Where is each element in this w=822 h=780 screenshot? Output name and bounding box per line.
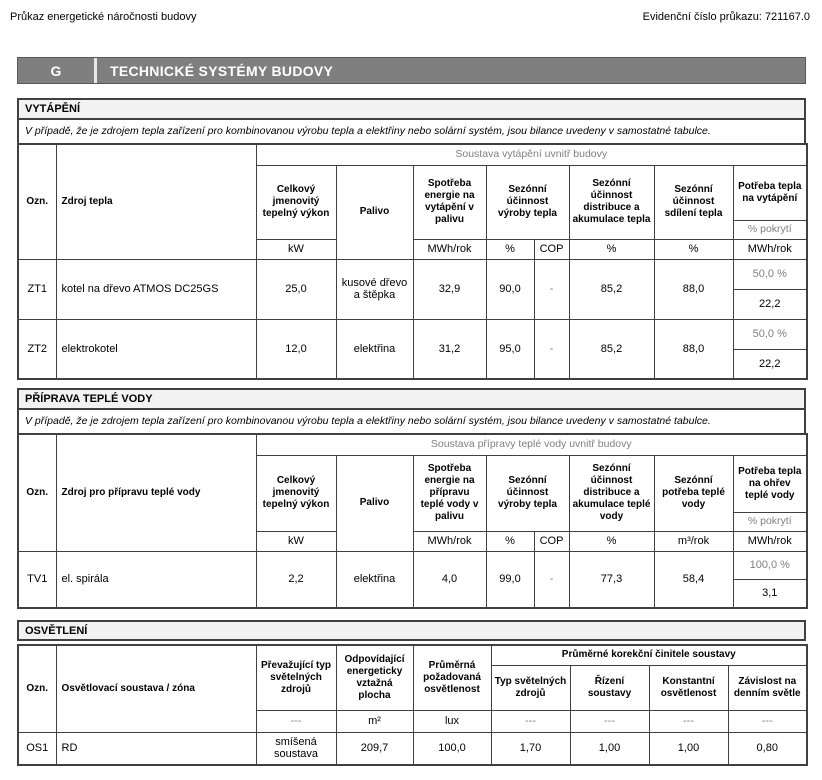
col-header-power: Celkový jmenovitý tepelný výkon bbox=[256, 455, 336, 531]
unit-f-daylight: --- bbox=[728, 710, 807, 732]
heating-section-title: VYTÁPĚNÍ bbox=[17, 98, 806, 119]
lighting-section bbox=[17, 620, 806, 766]
col-header-fuel: Palivo bbox=[336, 165, 413, 259]
col-header-eff-emission: Sezónní účinnost sdílení tepla bbox=[654, 165, 733, 239]
col-header-eff-production: Sezónní účinnost výroby tepla bbox=[486, 455, 569, 531]
cell-eff-pct: 95,0 bbox=[486, 319, 534, 379]
heating-section bbox=[17, 98, 806, 380]
col-header-fuel: Palivo bbox=[336, 455, 413, 551]
col-header-f-constant: Konstantní osvětlenost bbox=[649, 665, 728, 710]
col-header-eff-distribution: Sezónní účinnost distribuce a akumulace tepla bbox=[569, 165, 654, 239]
col-header-f-control: Řízení soustavy bbox=[570, 665, 649, 710]
unit-heat-need: MWh/rok bbox=[733, 531, 807, 551]
unit-area: m² bbox=[336, 710, 413, 732]
cell-eff-distribution: 85,2 bbox=[569, 319, 654, 379]
unit-eff-pct: % bbox=[486, 531, 534, 551]
col-header-eff-distribution: Sezónní účinnost distribuce a akumulace teplé vody bbox=[569, 455, 654, 531]
cell-eff-distribution: 77,3 bbox=[569, 551, 654, 608]
cell-f-constant: 1,00 bbox=[649, 732, 728, 765]
hot-water-section bbox=[17, 388, 806, 609]
unit-eff-emission: % bbox=[654, 239, 733, 259]
col-header-consumption: Spotřeba energie na vytápění v palivu bbox=[413, 165, 486, 239]
table-row bbox=[18, 319, 807, 349]
cell-cop: - bbox=[534, 319, 569, 379]
unit-power: kW bbox=[256, 239, 336, 259]
col-header-eff-production: Sezónní účinnost výroby tepla bbox=[486, 165, 569, 239]
cell-fuel: kusové dřevo a štěpka bbox=[336, 259, 413, 319]
cell-eff-emission: 88,0 bbox=[654, 319, 733, 379]
unit-heat-need: MWh/rok bbox=[733, 239, 807, 259]
hot-water-note: V případě, že je zdrojem tepla zařízení pro kombinovanou výrobu tepla a elektřiny nebo solární systém, jsou bilance uvedeny v samostatné tabulce. bbox=[17, 409, 806, 433]
document-title: Průkaz energetické náročnosti budovy bbox=[10, 11, 197, 23]
unit-eff-distribution: % bbox=[569, 239, 654, 259]
col-header-illuminance: Průměrná požadovaná osvětlenost bbox=[413, 645, 491, 710]
cell-coverage: 50,0 % bbox=[733, 319, 807, 349]
unit-source-type: --- bbox=[256, 710, 336, 732]
unit-cop: COP bbox=[534, 531, 569, 551]
lighting-section-title: OSVĚTLENÍ bbox=[17, 620, 806, 641]
hot-water-section-title: PŘÍPRAVA TEPLÉ VODY bbox=[17, 388, 806, 409]
section-banner-title: TECHNICKÉ SYSTÉMY BUDOVY bbox=[110, 62, 334, 79]
heating-note: V případě, že je zdrojem tepla zařízení pro kombinovanou výrobu tepla a elektřiny nebo solární systém, jsou bilance uvedeny v samostatné tabulce. bbox=[17, 119, 806, 143]
col-header-heat-need: Potřeba tepla na vytápění bbox=[733, 165, 807, 220]
cell-ozn: OS1 bbox=[18, 732, 56, 765]
col-header-ozn: Ozn. bbox=[18, 144, 56, 259]
document-header bbox=[0, 0, 822, 24]
lighting-table bbox=[17, 644, 808, 766]
cell-heat-need: 3,1 bbox=[733, 579, 807, 608]
table-row bbox=[18, 551, 807, 579]
cell-power: 12,0 bbox=[256, 319, 336, 379]
cell-eff-pct: 99,0 bbox=[486, 551, 534, 608]
col-header-f-type: Typ světelných zdrojů bbox=[491, 665, 570, 710]
cell-illuminance: 100,0 bbox=[413, 732, 491, 765]
col-header-ozn: Ozn. bbox=[18, 434, 56, 551]
cell-eff-distribution: 85,2 bbox=[569, 259, 654, 319]
group-header: Soustava vytápění uvnitř budovy bbox=[256, 144, 807, 165]
cell-f-type: 1,70 bbox=[491, 732, 570, 765]
cell-source: elektrokotel bbox=[56, 319, 256, 379]
cell-cop: - bbox=[534, 259, 569, 319]
cell-fuel: elektřina bbox=[336, 319, 413, 379]
table-row bbox=[18, 732, 807, 765]
cell-consumption: 32,9 bbox=[413, 259, 486, 319]
cell-eff-emission: 88,0 bbox=[654, 259, 733, 319]
cell-cop: - bbox=[534, 551, 569, 608]
cell-area: 209,7 bbox=[336, 732, 413, 765]
unit-power: kW bbox=[256, 531, 336, 551]
section-banner bbox=[17, 57, 806, 84]
col-header-consumption: Spotřeba energie na přípravu teplé vody v palivu bbox=[413, 455, 486, 531]
correction-group-header: Průměrné korekční činitele soustavy bbox=[491, 645, 807, 665]
unit-consumption: MWh/rok bbox=[413, 239, 486, 259]
col-header-source: Zdroj pro přípravu teplé vody bbox=[56, 434, 256, 551]
cell-power: 2,2 bbox=[256, 551, 336, 608]
col-header-f-daylight: Závislost na denním světle bbox=[728, 665, 807, 710]
unit-f-control: --- bbox=[570, 710, 649, 732]
cell-ozn: ZT2 bbox=[18, 319, 56, 379]
unit-f-type: --- bbox=[491, 710, 570, 732]
cell-f-control: 1,00 bbox=[570, 732, 649, 765]
unit-eff-pct: % bbox=[486, 239, 534, 259]
cell-coverage: 100,0 % bbox=[733, 551, 807, 579]
cell-power: 25,0 bbox=[256, 259, 336, 319]
cell-ozn: ZT1 bbox=[18, 259, 56, 319]
cell-water-need: 58,4 bbox=[654, 551, 733, 608]
unit-water-need: m³/rok bbox=[654, 531, 733, 551]
cell-coverage: 50,0 % bbox=[733, 259, 807, 289]
cell-source: el. spirála bbox=[56, 551, 256, 608]
col-header-ozn: Ozn. bbox=[18, 645, 56, 732]
cell-source-type: smíšená soustava bbox=[256, 732, 336, 765]
col-header-source: Zdroj tepla bbox=[56, 144, 256, 259]
col-header-area: Odpovídající energeticky vztažná plocha bbox=[336, 645, 413, 710]
cell-heat-need: 22,2 bbox=[733, 349, 807, 379]
unit-f-constant: --- bbox=[649, 710, 728, 732]
table-row bbox=[18, 259, 807, 289]
col-header-zone: Osvětlovací soustava / zóna bbox=[56, 645, 256, 732]
cell-source: kotel na dřevo ATMOS DC25GS bbox=[56, 259, 256, 319]
cell-heat-need: 22,2 bbox=[733, 289, 807, 319]
cell-zone: RD bbox=[56, 732, 256, 765]
cell-eff-pct: 90,0 bbox=[486, 259, 534, 319]
section-letter: G bbox=[18, 58, 97, 83]
cell-ozn: TV1 bbox=[18, 551, 56, 608]
col-header-heat-need: Potřeba tepla na ohřev teplé vody bbox=[733, 455, 807, 512]
cell-fuel: elektřina bbox=[336, 551, 413, 608]
document-id: Evidenční číslo průkazu: 721167.0 bbox=[642, 11, 810, 23]
unit-cop: COP bbox=[534, 239, 569, 259]
cell-f-daylight: 0,80 bbox=[728, 732, 807, 765]
hot-water-table bbox=[17, 433, 808, 609]
unit-eff-distribution: % bbox=[569, 531, 654, 551]
cell-consumption: 4,0 bbox=[413, 551, 486, 608]
col-header-coverage: % pokrytí bbox=[733, 512, 807, 531]
col-header-coverage: % pokrytí bbox=[733, 220, 807, 239]
col-header-power: Celkový jmenovitý tepelný výkon bbox=[256, 165, 336, 239]
heating-table bbox=[17, 143, 808, 380]
col-header-water-need: Sezónní potřeba teplé vody bbox=[654, 455, 733, 531]
cell-consumption: 31,2 bbox=[413, 319, 486, 379]
unit-consumption: MWh/rok bbox=[413, 531, 486, 551]
unit-illuminance: lux bbox=[413, 710, 491, 732]
group-header: Soustava přípravy teplé vody uvnitř budovy bbox=[256, 434, 807, 455]
col-header-source-type: Převažující typ světelných zdrojů bbox=[256, 645, 336, 710]
